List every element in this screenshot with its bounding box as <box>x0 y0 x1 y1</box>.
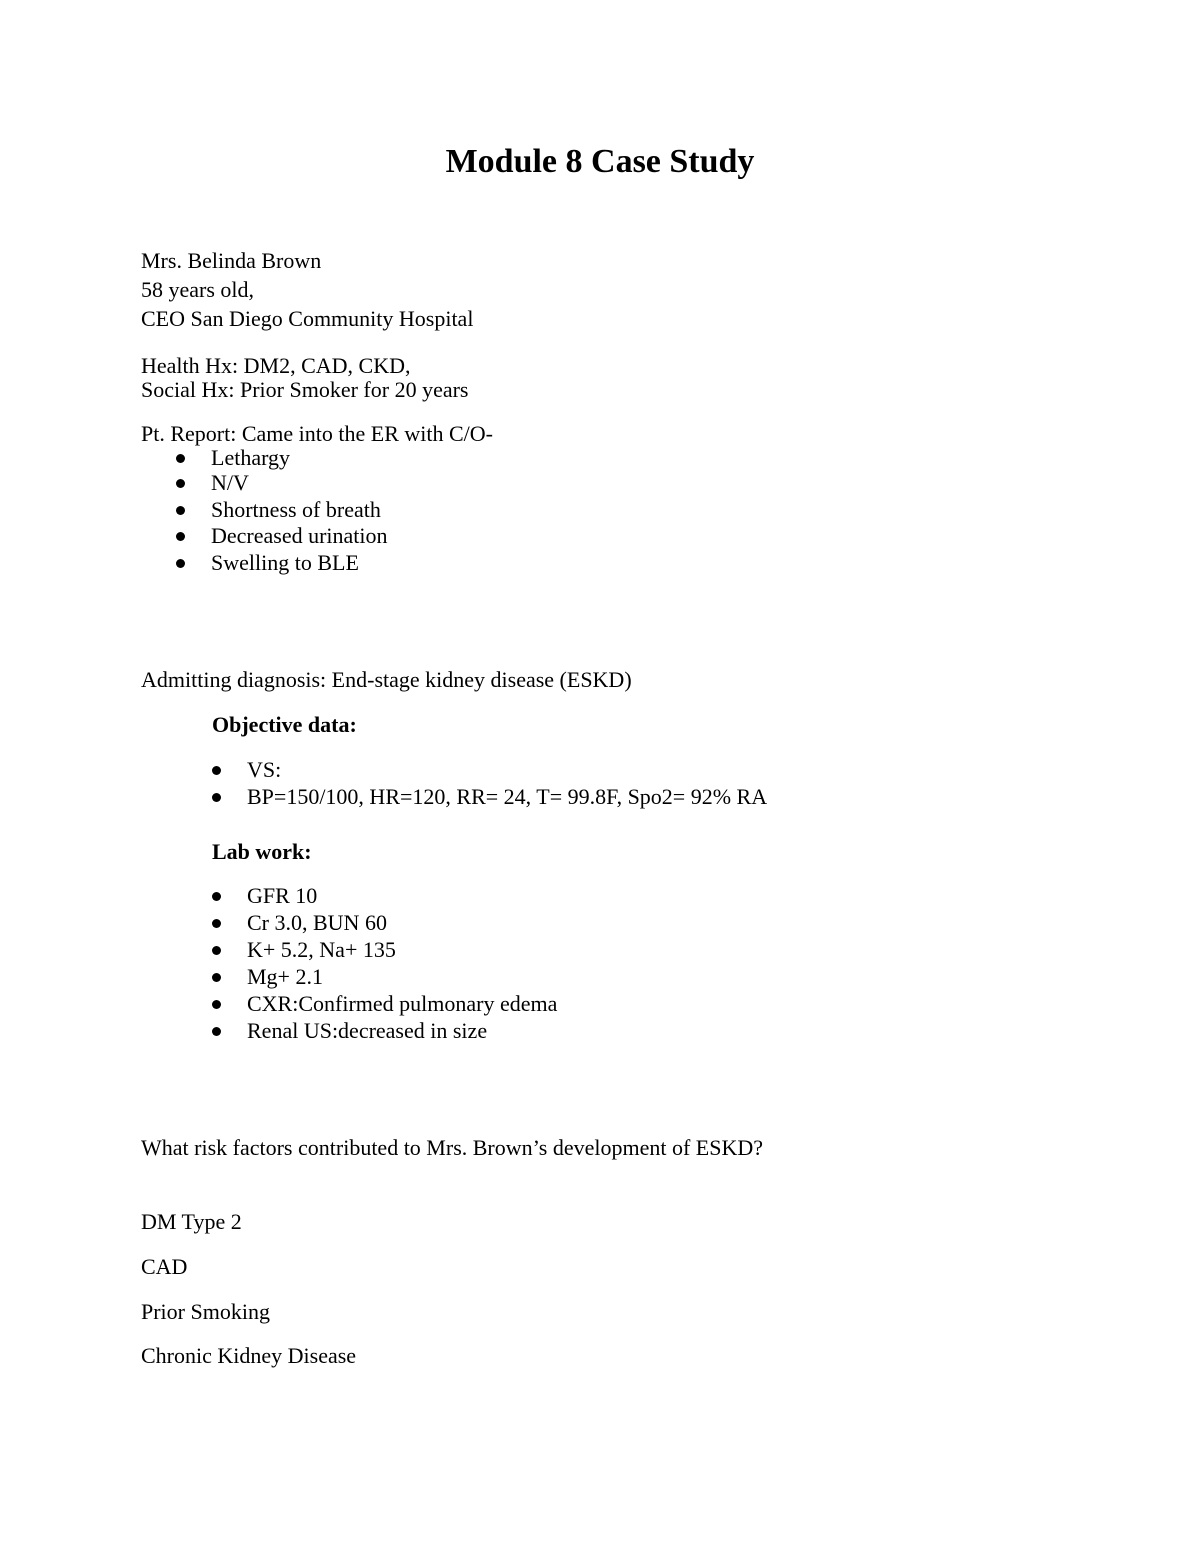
health-history: Health Hx: DM2, CAD, CKD, <box>141 353 411 378</box>
bullet-icon <box>176 532 185 541</box>
patient-occupation: CEO San Diego Community Hospital <box>141 306 474 331</box>
bullet-icon <box>212 793 221 802</box>
bullet-icon <box>212 1027 221 1036</box>
bullet-icon <box>212 919 221 928</box>
list-item-text: CXR:Confirmed pulmonary edema <box>247 991 558 1016</box>
bullet-icon <box>212 766 221 775</box>
objective-data-heading: Objective data: <box>212 712 357 737</box>
list-item-text: Shortness of breath <box>211 497 381 522</box>
list-item-text: K+ 5.2, Na+ 135 <box>247 937 396 962</box>
patient-report-intro: Pt. Report: Came into the ER with C/O- <box>141 421 493 446</box>
admitting-diagnosis: Admitting diagnosis: End-stage kidney disease (ESKD) <box>141 667 632 692</box>
list-item-text: Mg+ 2.1 <box>247 964 323 989</box>
answer-line: DM Type 2 <box>141 1209 242 1234</box>
list-item <box>247 910 387 936</box>
patient-name: Mrs. Belinda Brown <box>141 248 322 273</box>
patient-age: 58 years old, <box>141 277 255 302</box>
bullet-icon <box>212 946 221 955</box>
list-item <box>247 1018 487 1044</box>
bullet-icon <box>176 506 185 515</box>
list-item <box>247 784 767 810</box>
list-item <box>247 991 557 1017</box>
answer-line: CAD <box>141 1254 188 1279</box>
bullet-icon <box>176 454 185 463</box>
answer-line: Chronic Kidney Disease <box>141 1343 357 1368</box>
bullet-icon <box>176 479 185 488</box>
list-item-text: Cr 3.0, BUN 60 <box>247 910 387 935</box>
list-item-text: BP=150/100, HR=120, RR= 24, T= 99.8F, Spo2= 92% RA <box>247 784 768 809</box>
bullet-icon <box>212 892 221 901</box>
bullet-icon <box>176 559 185 568</box>
list-item <box>247 964 323 990</box>
question-text: What risk factors contributed to Mrs. Brown’s development of ESKD? <box>141 1135 763 1160</box>
list-item-text: GFR 10 <box>247 883 318 908</box>
list-item <box>211 497 381 523</box>
list-item-text: VS: <box>247 757 282 782</box>
list-item <box>247 937 396 963</box>
bullet-icon <box>212 973 221 982</box>
page-title: Module 8 Case Study <box>445 143 755 180</box>
answer-line: Prior Smoking <box>141 1299 270 1324</box>
list-item <box>211 445 290 471</box>
bullet-icon <box>212 1000 221 1009</box>
social-history: Social Hx: Prior Smoker for 20 years <box>141 377 469 402</box>
lab-work-heading: Lab work: <box>212 839 312 864</box>
list-item-text: Renal US:decreased in size <box>247 1018 488 1043</box>
list-item-text: Decreased urination <box>211 523 388 548</box>
list-item <box>211 470 249 496</box>
list-item <box>211 523 388 549</box>
list-item-text: Lethargy <box>211 445 291 470</box>
list-item <box>211 550 359 576</box>
list-item <box>247 883 317 909</box>
list-item-text: Swelling to BLE <box>211 550 359 575</box>
list-item <box>247 757 281 783</box>
list-item-text: N/V <box>211 470 249 495</box>
